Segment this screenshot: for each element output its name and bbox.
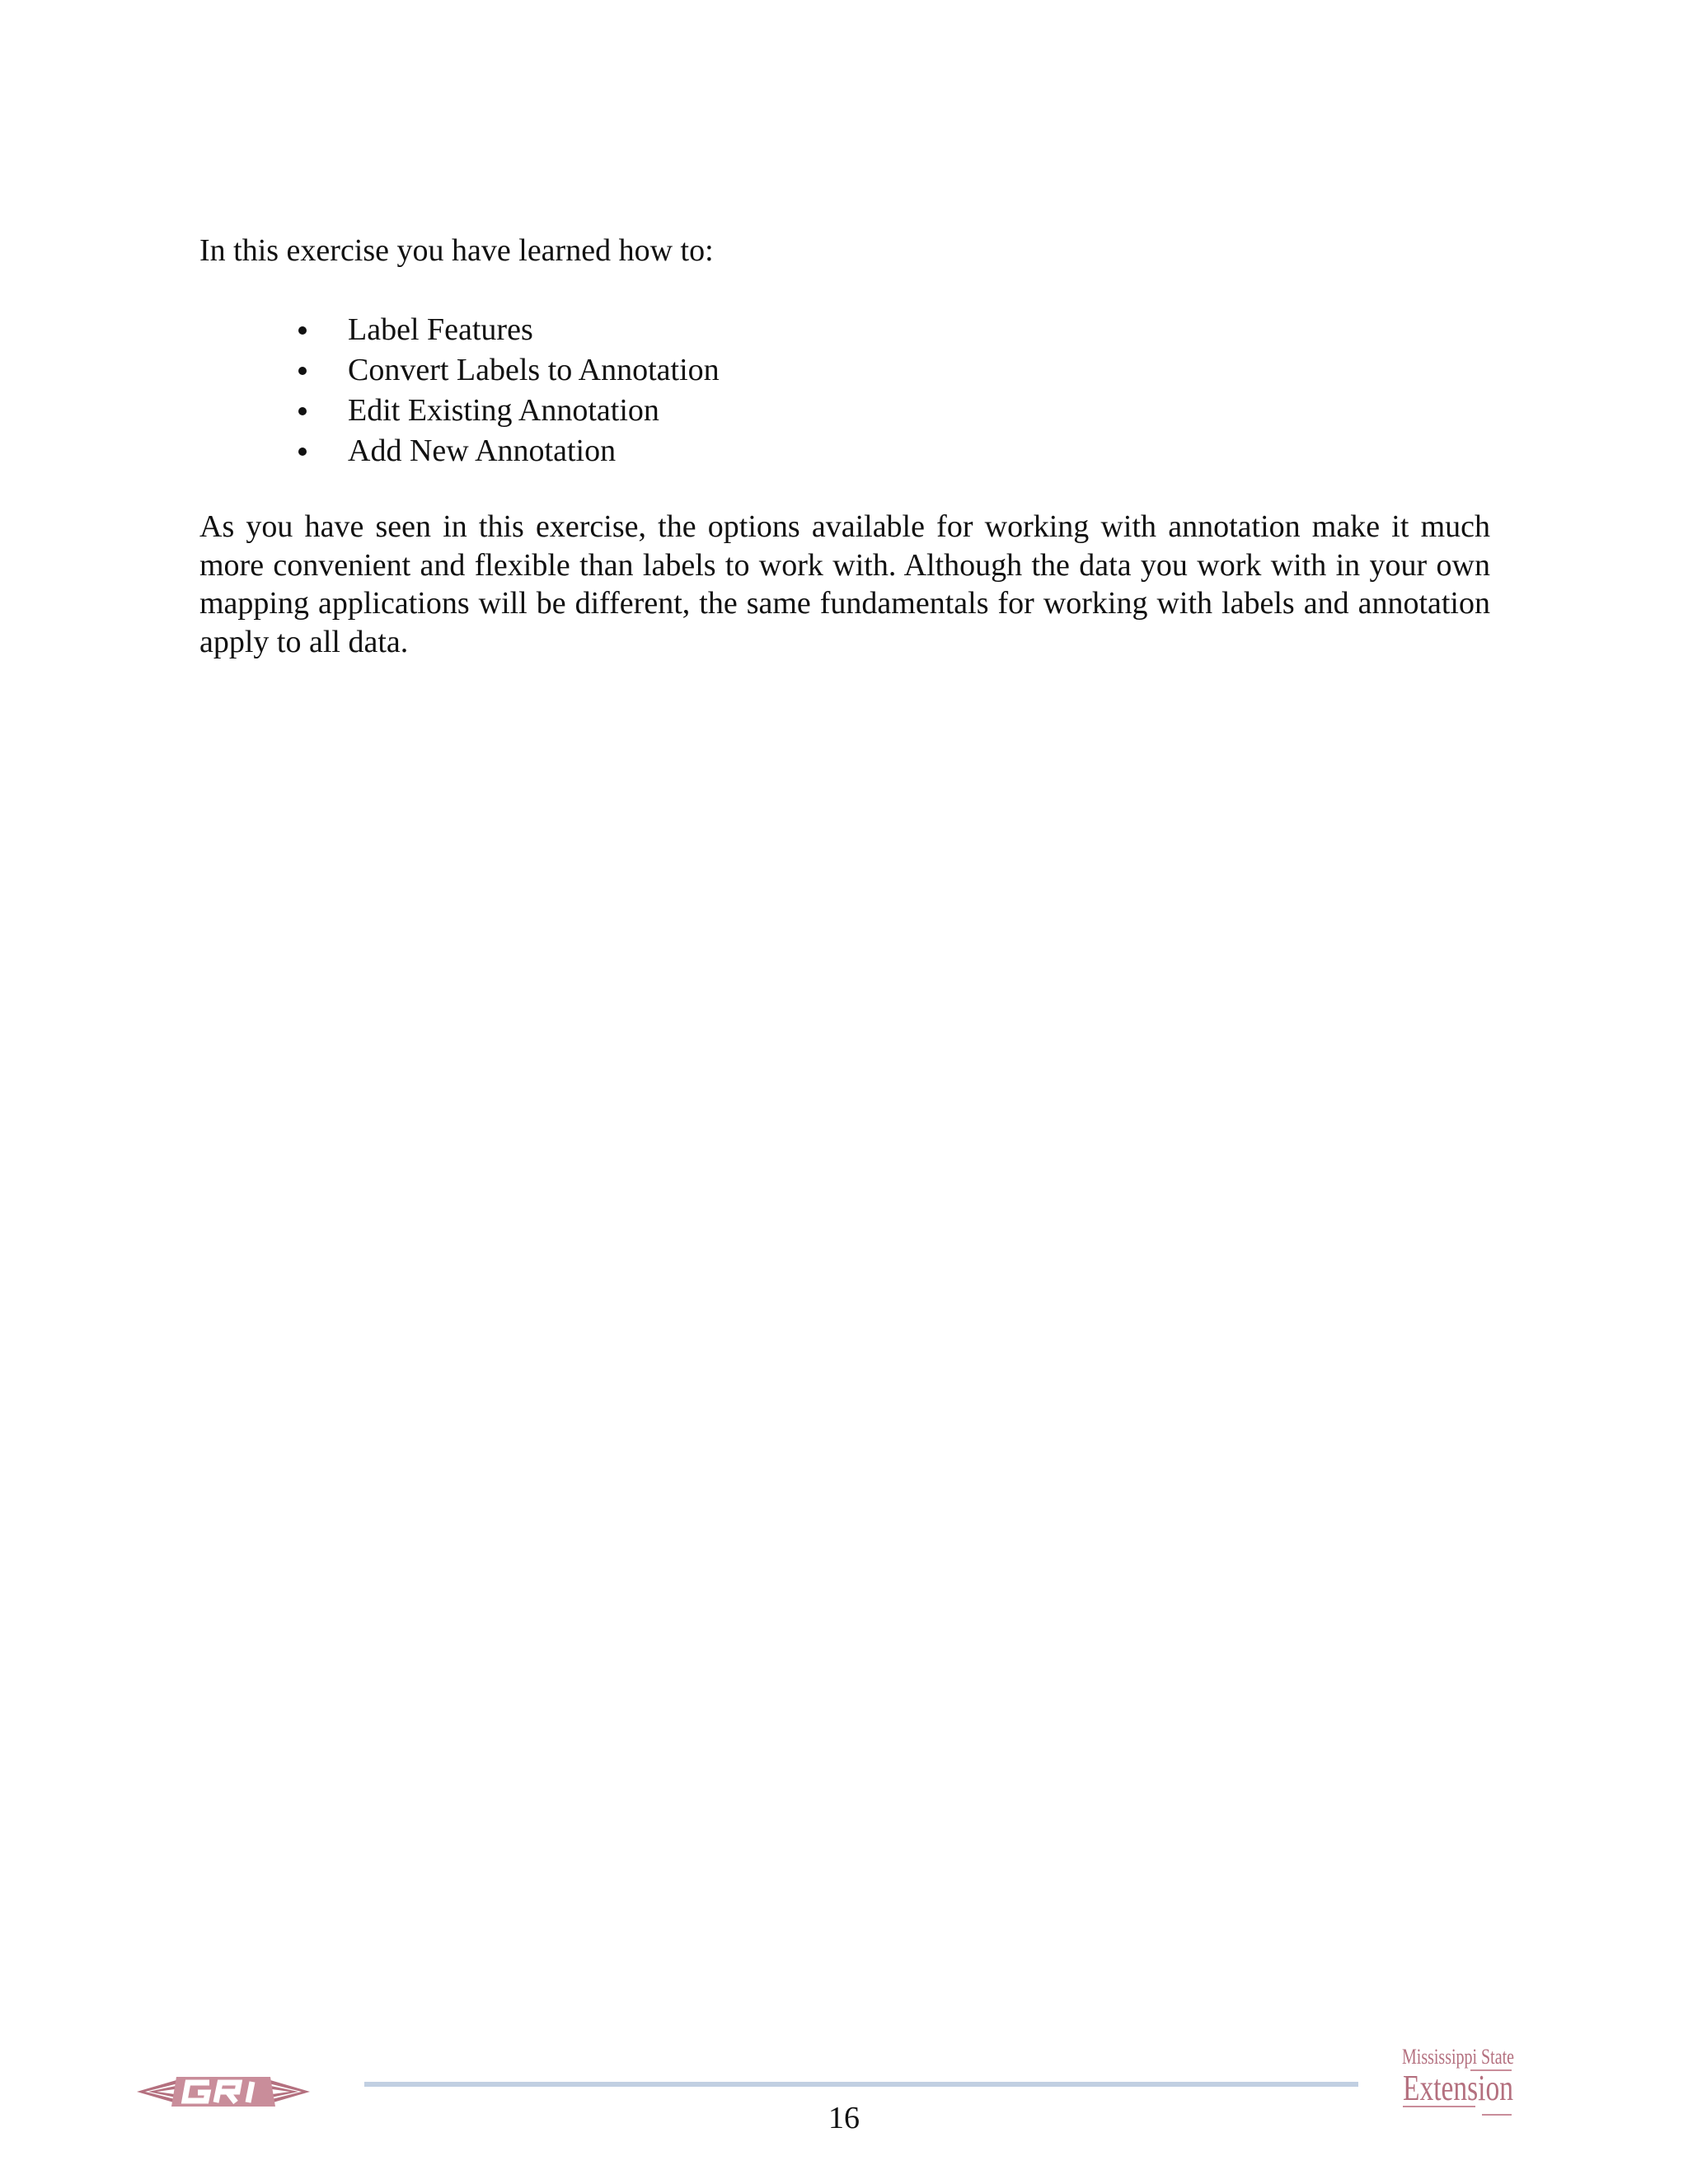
list-item [293, 391, 720, 431]
bullet-icon [298, 448, 307, 456]
list-item [293, 431, 720, 471]
svg-text:Extension: Extension [1403, 2068, 1513, 2108]
bullet-icon [298, 367, 307, 375]
list-item [293, 310, 720, 350]
learned-skills-list [293, 310, 720, 471]
extension-logo [1400, 2046, 1517, 2121]
bullet-icon [298, 407, 307, 415]
svg-text:Mississippi State: Mississippi State [1402, 2045, 1514, 2069]
list-item-label: Add New Annotation [348, 434, 617, 468]
bullet-icon [298, 326, 307, 335]
list-item-label: Convert Labels to Annotation [348, 353, 720, 387]
footer-rule [364, 2082, 1358, 2087]
list-item-label: Edit Existing Annotation [348, 393, 659, 428]
intro-text: In this exercise you have learned how to: [199, 233, 714, 268]
list-item [293, 350, 720, 391]
list-item-label: Label Features [348, 312, 533, 347]
gri-logo [137, 2067, 310, 2116]
summary-paragraph: As you have seen in this exercise, the options available for working with annotation make it much more convenient and flexible than labels to work with. Although the data you work with in your own mapping applications will be different, the same fundamentals for working with labels and annotation apply to all data. [199, 509, 1490, 659]
page-number: 16 [828, 2101, 860, 2135]
